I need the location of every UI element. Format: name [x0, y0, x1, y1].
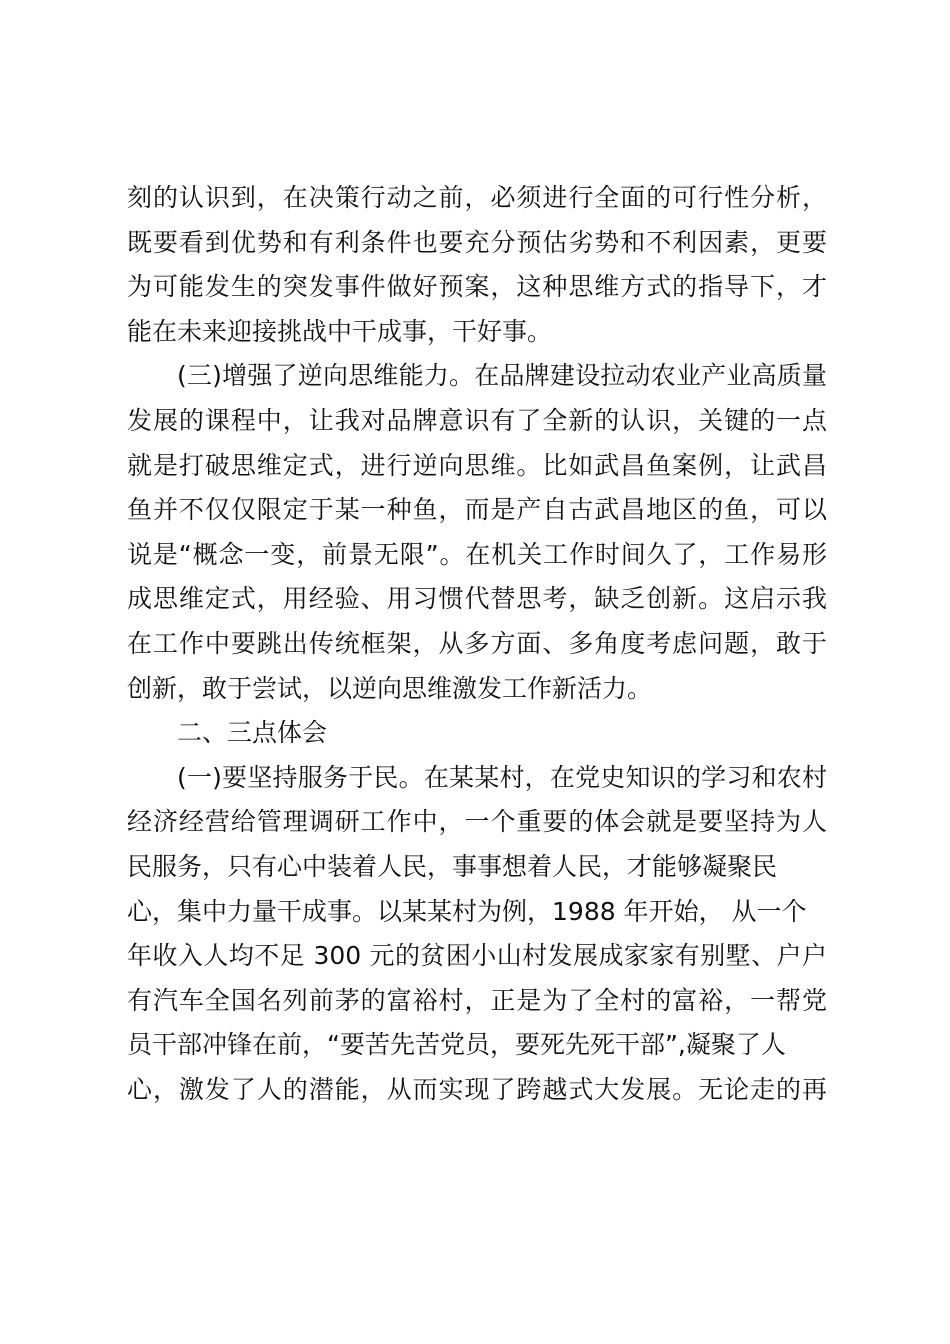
text-line: 年收入人均不足 300 元的贫困小山村发展成家家有别墅、户户	[127, 941, 827, 971]
section-heading: 二、三点体会	[177, 718, 328, 748]
paragraph-start-line: (三)增强了逆向思维能力。在品牌建设拉动农业产业高质量	[177, 361, 827, 391]
text-line: 心，集中力量干成事。以某某村为例，1988 年开始， 从一个	[127, 896, 807, 926]
text-line: 员干部冲锋在前，“要苦先苦党员，要死先死干部”,凝聚了人	[127, 1030, 786, 1060]
text-line: 能在未来迎接挑战中干成事，干好事。	[127, 316, 553, 346]
text-line: 鱼并不仅仅限定于某一种鱼，而是产自古武昌地区的鱼，可以	[127, 495, 827, 525]
text-line: 成思维定式，用经验、用习惯代替思考，缺乏创新。这启示我	[127, 584, 827, 614]
text-line: 心，激发了人的潜能，从而实现了跨越式大发展。无论走的再	[127, 1074, 827, 1104]
text-line: 既要看到优势和有利条件也要充分预估劣势和不利因素，更要	[127, 227, 827, 257]
text-line: 经济经营给管理调研工作中，一个重要的体会就是要坚持为人	[127, 807, 827, 837]
text-line: 为可能发生的突发事件做好预案，这种思维方式的指导下，才	[127, 272, 827, 302]
text-line: 民服务，只有心中装着人民，事事想着人民，才能够凝聚民	[127, 851, 778, 881]
body-text	[127, 176, 827, 1112]
paragraph-start-line: (一)要坚持服务于民。在某某村，在党史知识的学习和农村	[177, 762, 827, 792]
text-line: 就是打破思维定式，进行逆向思维。比如武昌鱼案例，让武昌	[127, 450, 827, 480]
text-line: 说是“概念一变，前景无限”。在机关工作时间久了，工作易形	[127, 539, 827, 569]
text-line: 发展的课程中，让我对品牌意识有了全新的认识，关键的一点	[127, 405, 827, 435]
text-line: 在工作中要跳出传统框架，从多方面、多角度考虑问题，敢于	[127, 628, 827, 658]
text-line: 刻的认识到，在决策行动之前，必须进行全面的可行性分析，	[127, 183, 827, 212]
text-line: 创新，敢于尝试，以逆向思维激发工作新活力。	[127, 673, 653, 703]
text-line: 有汽车全国名列前茅的富裕村，正是为了全村的富裕，一帮党	[127, 985, 827, 1015]
